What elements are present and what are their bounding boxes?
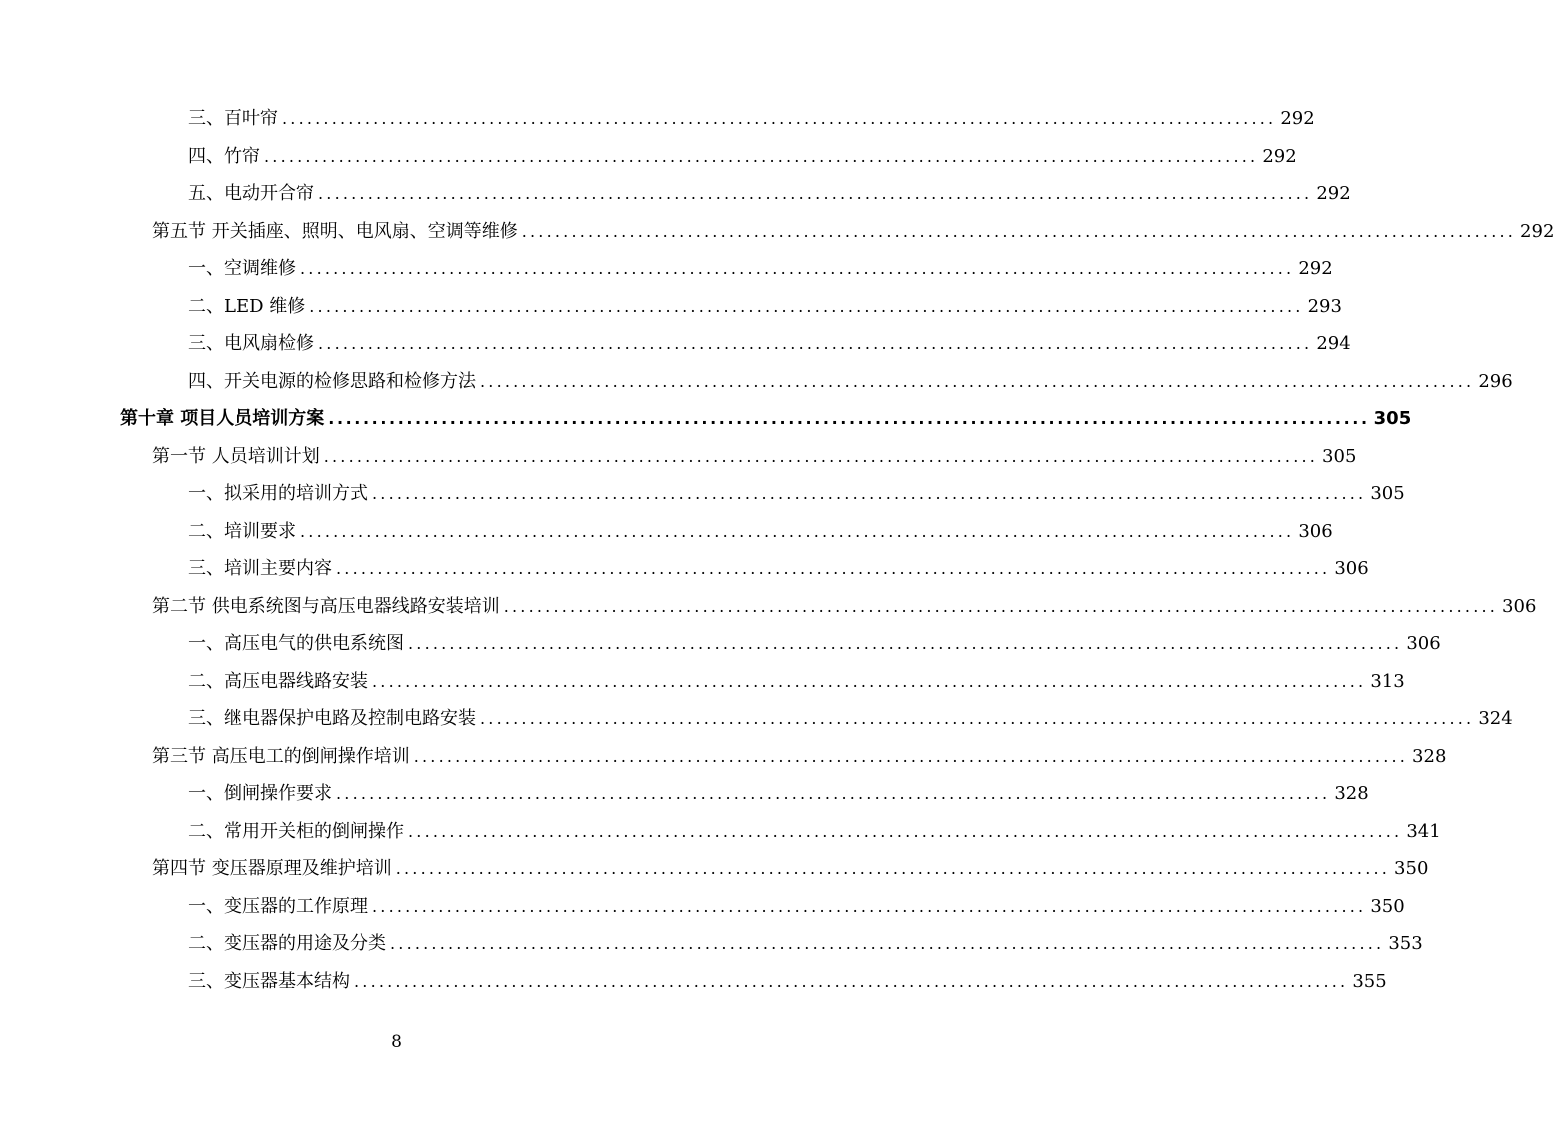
toc-subsection-entry xyxy=(0,175,1351,213)
toc-entry-title: 第十章 项目人员培训方案 xyxy=(120,408,325,429)
toc-dot-leader: ........................................................................................................................ xyxy=(503,596,1499,616)
toc-subsection-entry xyxy=(0,513,1333,551)
table-of-contents xyxy=(0,100,1554,1000)
toc-entry-page: 353 xyxy=(1388,933,1423,954)
toc-section-entry xyxy=(0,213,1554,251)
toc-dot-leader: ........................................................................................................................ xyxy=(408,634,1403,653)
toc-dot-leader: ........................................................................................................................ xyxy=(264,146,1259,166)
toc-dot-leader: ........................................................................................................................ xyxy=(372,484,1367,503)
toc-dot-leader: ........................................................................................................................ xyxy=(282,109,1277,128)
toc-subsection-entry xyxy=(0,925,1423,963)
toc-dot-leader: ........................................................................................................................ xyxy=(336,559,1331,578)
toc-section-entry xyxy=(0,438,1357,476)
toc-entry-title: 三、百叶帘 xyxy=(188,108,278,129)
toc-dot-leader: ........................................................................................................................ xyxy=(408,821,1403,841)
toc-entry-page: 293 xyxy=(1307,295,1342,317)
toc-dot-leader: ........................................................................................................................ xyxy=(318,184,1313,203)
toc-dot-leader: ........................................................................................................................ xyxy=(336,784,1331,803)
toc-subsection-entry xyxy=(0,813,1441,851)
toc-dot-leader: ........................................................................................................................ xyxy=(354,971,1349,991)
toc-entry-page: 292 xyxy=(1520,220,1554,242)
toc-dot-leader: ........................................................................................................................ xyxy=(318,334,1313,353)
toc-entry-title: 二、培训要求 xyxy=(188,520,296,542)
toc-entry-page: 306 xyxy=(1298,520,1333,542)
toc-entry-title: 第四节 变压器原理及维护培训 xyxy=(152,858,392,879)
toc-entry-title: 第二节 供电系统图与高压电器线路安装培训 xyxy=(152,595,500,617)
toc-entry-title: 三、变压器基本结构 xyxy=(188,970,350,992)
toc-section-entry xyxy=(0,738,1447,776)
toc-entry-page: 328 xyxy=(1334,783,1369,804)
toc-entry-title: 二、变压器的用途及分类 xyxy=(188,933,386,954)
toc-dot-leader: ........................................................................................................................ xyxy=(300,521,1295,541)
toc-entry-page: 292 xyxy=(1298,258,1333,279)
toc-entry-page: 341 xyxy=(1406,820,1441,842)
toc-entry-page: 306 xyxy=(1406,633,1441,654)
toc-subsection-entry xyxy=(0,550,1369,588)
toc-subsection-entry xyxy=(0,663,1405,701)
toc-subsection-entry xyxy=(0,363,1513,401)
toc-entry-title: 一、变压器的工作原理 xyxy=(188,895,368,917)
toc-dot-leader: ........................................................................................................................ xyxy=(323,446,1319,466)
toc-entry-page: 324 xyxy=(1478,708,1513,729)
toc-entry-page: 305 xyxy=(1322,445,1357,467)
toc-entry-title: 四、竹帘 xyxy=(188,145,260,167)
toc-entry-page: 306 xyxy=(1502,595,1537,617)
toc-subsection-entry xyxy=(0,625,1441,663)
toc-dot-leader: ........................................................................................................................ xyxy=(328,409,1370,428)
toc-entry-title: 一、空调维修 xyxy=(188,258,296,279)
toc-entry-title: 三、电风扇检修 xyxy=(188,333,314,354)
toc-entry-title: 第一节 人员培训计划 xyxy=(152,445,320,467)
toc-subsection-entry xyxy=(0,250,1333,288)
toc-subsection-entry xyxy=(0,700,1513,738)
toc-subsection-entry xyxy=(0,325,1351,363)
toc-dot-leader: ........................................................................................................................ xyxy=(390,934,1385,953)
toc-subsection-entry xyxy=(0,288,1342,326)
toc-section-entry xyxy=(0,850,1429,888)
toc-entry-page: 294 xyxy=(1316,333,1351,354)
toc-entry-page: 306 xyxy=(1334,558,1369,579)
toc-dot-leader: ........................................................................................................................ xyxy=(413,746,1409,766)
toc-dot-leader: ........................................................................................................................ xyxy=(480,709,1475,728)
toc-subsection-entry xyxy=(0,100,1315,138)
toc-subsection-entry xyxy=(0,475,1405,513)
toc-entry-title: 四、开关电源的检修思路和检修方法 xyxy=(188,370,476,392)
toc-entry-page: 350 xyxy=(1394,858,1429,879)
toc-dot-leader: ........................................................................................................................ xyxy=(372,896,1367,916)
toc-subsection-entry xyxy=(0,888,1405,926)
toc-entry-page: 355 xyxy=(1352,970,1387,992)
toc-entry-page: 305 xyxy=(1370,483,1405,504)
toc-entry-page: 328 xyxy=(1412,745,1447,767)
toc-entry-page: 350 xyxy=(1370,895,1405,917)
toc-entry-title: 二、常用开关柜的倒闸操作 xyxy=(188,820,404,842)
toc-entry-title: 三、培训主要内容 xyxy=(188,558,332,579)
toc-entry-title: 二、高压电器线路安装 xyxy=(188,670,368,692)
toc-entry-title: 一、高压电气的供电系统图 xyxy=(188,633,404,654)
toc-dot-leader: ........................................................................................................................ xyxy=(309,296,1304,316)
toc-dot-leader: ........................................................................................................................ xyxy=(372,671,1367,691)
toc-entry-page: 313 xyxy=(1370,670,1405,692)
toc-subsection-entry xyxy=(0,138,1297,176)
toc-entry-title: 五、电动开合帘 xyxy=(188,183,314,204)
toc-dot-leader: ........................................................................................................................ xyxy=(480,371,1475,391)
toc-entry-page: 296 xyxy=(1478,370,1513,392)
toc-dot-leader: ........................................................................................................................ xyxy=(521,221,1517,241)
toc-subsection-entry xyxy=(0,963,1387,1001)
toc-chapter-entry xyxy=(0,400,1412,438)
toc-entry-title: 一、倒闸操作要求 xyxy=(188,783,332,804)
toc-entry-page: 292 xyxy=(1262,145,1297,167)
toc-entry-page: 292 xyxy=(1316,183,1351,204)
page-number: 8 xyxy=(391,1032,402,1052)
toc-section-entry xyxy=(0,588,1537,626)
toc-dot-leader: ........................................................................................................................ xyxy=(395,859,1391,878)
toc-entry-page: 305 xyxy=(1373,408,1412,429)
toc-entry-title: 第五节 开关插座、照明、电风扇、空调等维修 xyxy=(152,220,518,242)
toc-dot-leader: ........................................................................................................................ xyxy=(300,259,1295,278)
toc-entry-title: 一、拟采用的培训方式 xyxy=(188,483,368,504)
toc-entry-page: 292 xyxy=(1280,108,1315,129)
toc-entry-title: 第三节 高压电工的倒闸操作培训 xyxy=(152,745,410,767)
toc-subsection-entry xyxy=(0,775,1369,813)
toc-entry-title: 三、继电器保护电路及控制电路安装 xyxy=(188,708,476,729)
toc-entry-title: 二、LED 维修 xyxy=(188,295,306,317)
